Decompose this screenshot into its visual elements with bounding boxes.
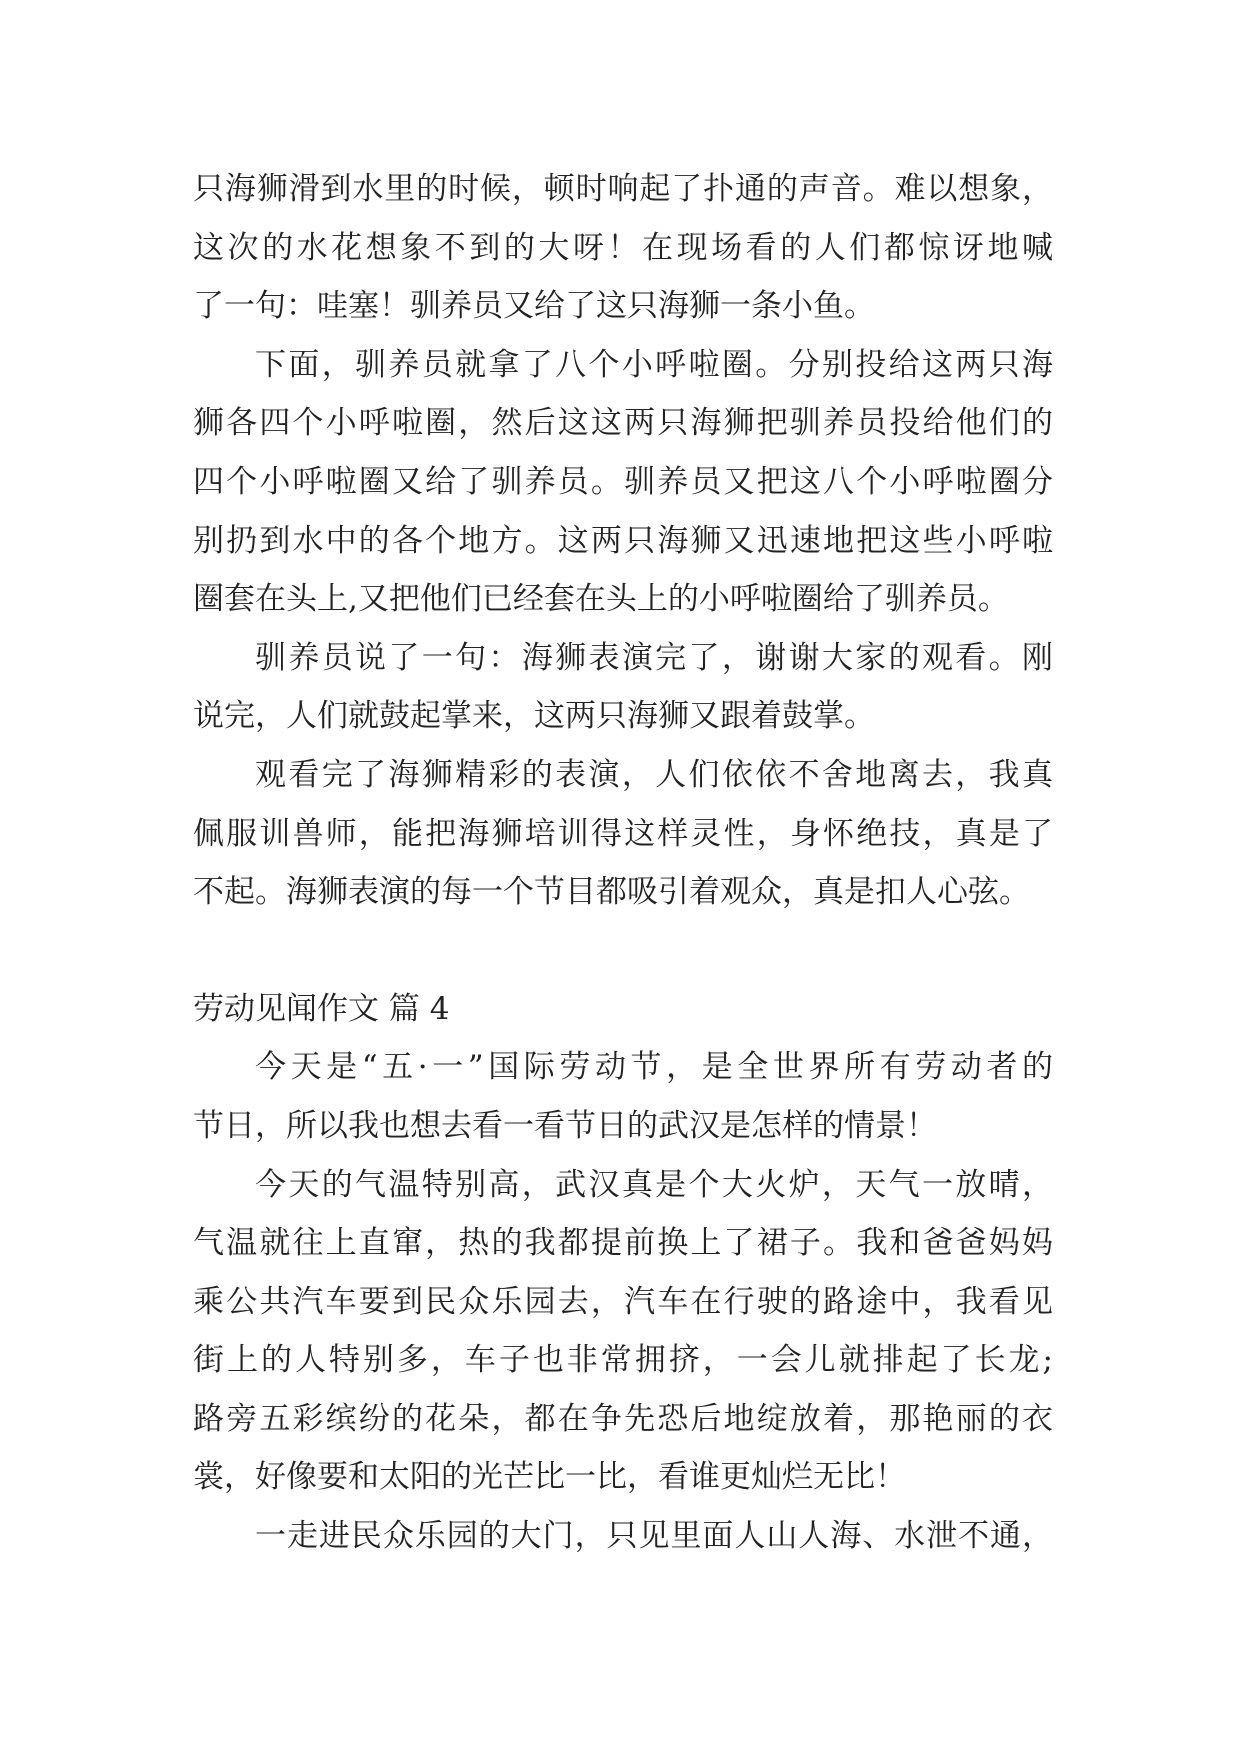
text-line: 四个小呼啦圈又给了驯养员。驯养员又把这八个小呼啦圈分	[193, 463, 1053, 500]
text-line: 驯养员说了一句：海狮表演完了，谢谢大家的观看。刚	[255, 639, 1053, 676]
text-line: 今天的气温特别高，武汉真是个大火炉，天气一放晴，	[255, 1166, 1053, 1203]
text-line: 佩服训兽师，能把海狮培训得这样灵性，身怀绝技，真是了	[193, 815, 1053, 852]
text-line: 这次的水花想象不到的大呀！在现场看的人们都惊讶地喊	[193, 229, 1053, 266]
text-line: 节日，所以我也想去看一看节日的武汉是怎样的情景！	[193, 1107, 937, 1144]
paragraph	[193, 1507, 1053, 1566]
text-line: 裳，好像要和太阳的光芒比一比，看谁更灿烂无比！	[193, 1459, 906, 1496]
text-line: 只海狮滑到水里的时候，顿时响起了扑通的声音。难以想象，	[193, 171, 1053, 207]
text-line: 乘公共汽车要到民众乐园去，汽车在行驶的路途中，我看见	[193, 1283, 1053, 1320]
paragraph	[193, 336, 1053, 629]
text-line: 别扔到水中的各个地方。这两只海狮又迅速地把这些小呼啦	[193, 522, 1053, 559]
text-line: 下面，驯养员就拿了八个小呼啦圈。分别投给这两只海	[255, 346, 1053, 383]
paragraph	[193, 746, 1053, 922]
text-line: 圈套在头上,又把他们已经套在头上的小呼啦圈给了驯养员。	[193, 581, 1009, 618]
text-line: 气温就往上直窜，热的我都提前换上了裙子。我和爸爸妈妈	[193, 1225, 1053, 1262]
paragraph	[193, 629, 1053, 746]
text-line: 路旁五彩缤纷的花朵，都在争先恐后地绽放着，那艳丽的衣	[193, 1400, 1053, 1437]
document-body	[193, 160, 1053, 1566]
text-line: 一走进民众乐园的大门，只见里面人山人海、水泄不通，	[255, 1518, 1053, 1555]
text-line: 观看完了海狮精彩的表演，人们依依不舍地离去，我真	[255, 756, 1053, 793]
section-heading: 劳动见闻作文 篇 4	[193, 990, 450, 1027]
text-line: 了一句：哇塞！驯养员又给了这只海狮一条小鱼。	[193, 288, 875, 325]
paragraph	[193, 160, 1053, 336]
paragraph	[193, 1038, 1053, 1155]
text-line: 不起。海狮表演的每一个节目都吸引着观众，真是扣人心弦。	[193, 874, 1030, 911]
text-line: 狮各四个小呼啦圈，然后这这两只海狮把驯养员投给他们的	[193, 405, 1053, 442]
text-line: 说完，人们就鼓起掌来，这两只海狮又跟着鼓掌。	[193, 698, 875, 735]
text-line: 今天是“五·一”国际劳动节，是全世界所有劳动者的	[255, 1049, 1053, 1086]
paragraph	[193, 1156, 1053, 1508]
text-line: 街上的人特别多，车子也非常拥挤，一会儿就排起了长龙;	[193, 1342, 1053, 1379]
